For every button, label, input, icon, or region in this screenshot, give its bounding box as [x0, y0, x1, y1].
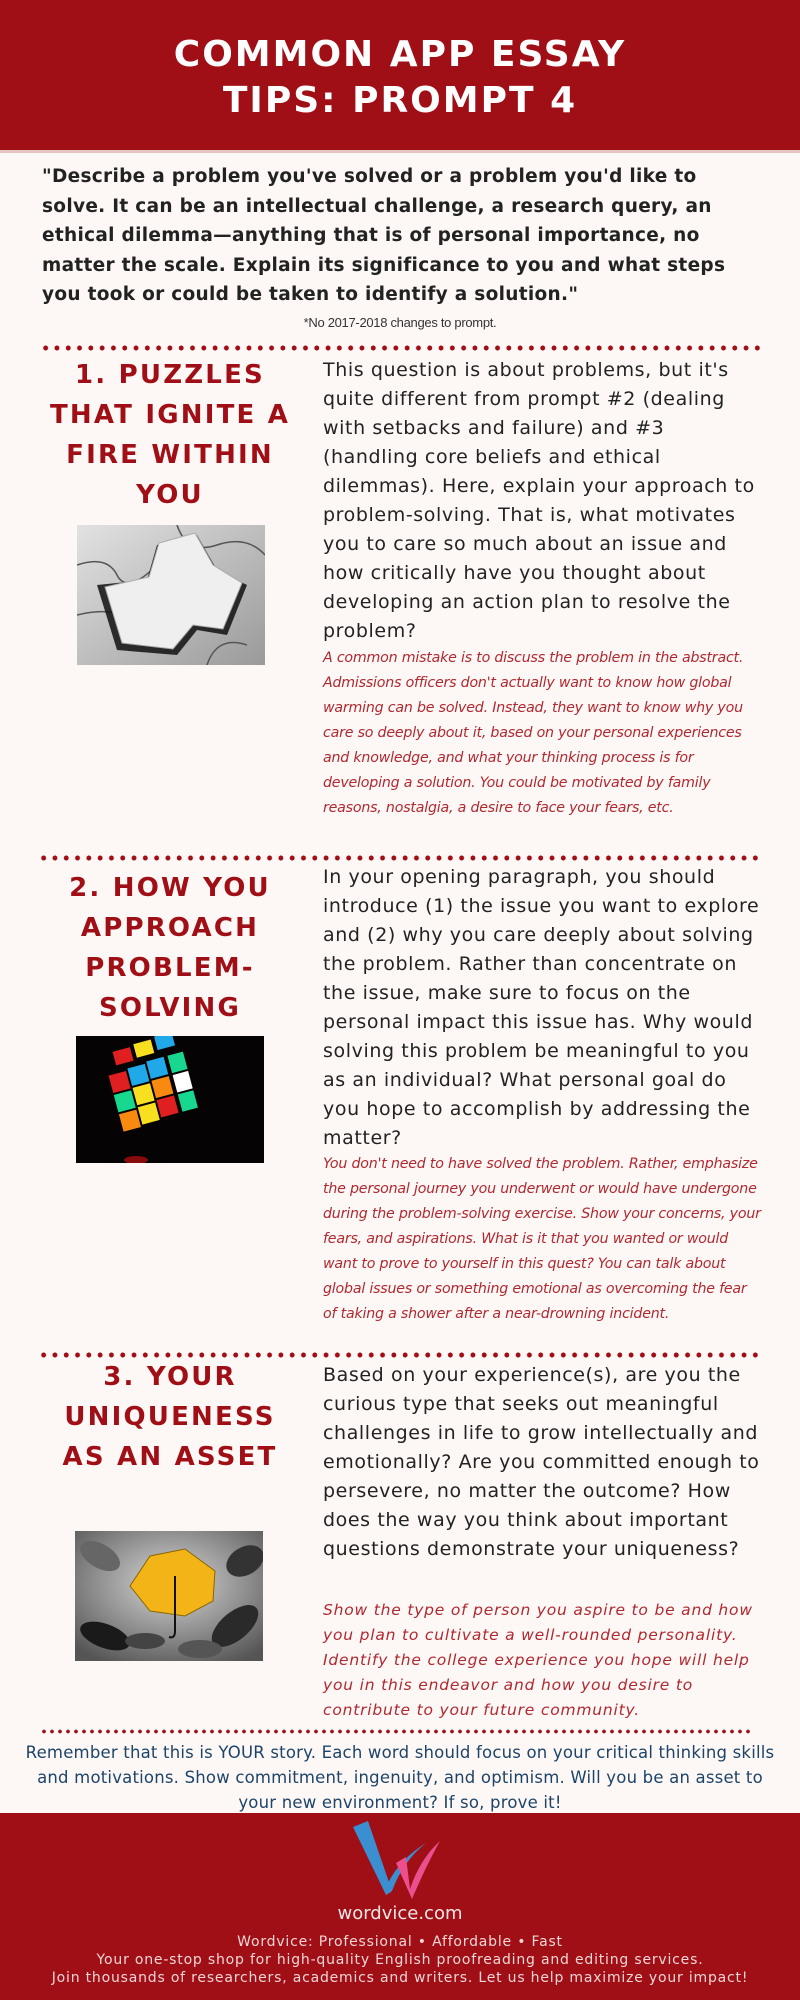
dotted-divider	[38, 855, 760, 861]
page-title-line-2: TIPS: PROMPT 4	[222, 80, 578, 121]
dotted-divider	[40, 345, 762, 351]
footer-line-3: Join thousands of researchers, academics and writers. Let us help maximize your impact!	[51, 1970, 749, 1986]
dotted-divider	[40, 1729, 752, 1734]
section-3-title: 3. YOUR UNIQUENESS AS AN ASSET	[62, 1362, 278, 1472]
yellow-umbrella-photo	[75, 1531, 263, 1661]
puzzle-piece-photo	[77, 525, 265, 665]
rubiks-cube-photo	[76, 1036, 264, 1163]
section-2-body: In your opening paragraph, you should introduce (1) the issue you want to explore and (2) why you care deeply about solving the problem. Rather than concentrate on the issue, make sure to focus on the personal impact this issue has. Why would solving this problem be meaningful to you as an individual? What personal goal do you hope to accomplish by addressing the matter?	[323, 866, 760, 1149]
footer-text	[0, 1933, 800, 1987]
prompt-note: *No 2017-2018 changes to prompt.	[303, 315, 497, 330]
section-3-body: Based on your experience(s), are you the curious type that seeks out meaningful challenges in life to grow intellectually and emotionally? Are you committed enough to persevere, no matter the outcome? How does the way you think about important questions demonstrate your uniqueness?	[323, 1364, 760, 1560]
footer-line-2: Your one-stop shop for high-quality English proofreading and editing services.	[96, 1952, 704, 1968]
section-2-title: 2. HOW YOU APPROACH PROBLEM- SOLVING	[69, 873, 271, 1023]
wordvice-site-link[interactable]: wordvice.com	[337, 1903, 463, 1924]
footer	[0, 1813, 800, 2000]
page-header	[0, 0, 800, 153]
wordvice-logo-icon	[348, 1821, 452, 1901]
section-3-tip: Show the type of person you aspire to be and how you plan to cultivate a well-rounded personality. Identify the college experience you hope will help you in this endeavor and how you desire to contribute to your future community.	[323, 1601, 753, 1719]
section-1-body: This question is about problems, but it's quite different from prompt #2 (dealing with setbacks and failure) and #3 (handling core beliefs and ethical dilemmas). Here, explain your approach to problem-solving. That is, what motivates you to care so much about an issue and how critically have you thought about developing an action plan to resolve the problem?	[323, 359, 755, 642]
closing-message: Remember that this is YOUR story. Each word should focus on your critical thinking skills and motivations. Show commitment, ingenuity, and optimism. Will you be an asset to your new environment? If so, prove it!	[25, 1743, 775, 1812]
section-2-tip: You don't need to have solved the problem. Rather, emphasize the personal journey you underwent or would have undergone during the problem-solving exercise. Show your concerns, your fears, and aspirations. What is it that you wanted or would want to prove to yourself in this quest? You can talk about global issues or something emotional as overcoming the fear of taking a shower after a near-drowning incident.	[323, 1156, 761, 1322]
section-1-tip: A common mistake is to discuss the problem in the abstract. Admissions officers don't actually want to know how global warming can be solved. Instead, they want to know why you care so deeply about it, based on your personal experiences and knowledge, and what your thinking process is for developing a solution. You could be motivated by family reasons, nostalgia, a desire to face your fears, etc.	[323, 650, 744, 816]
section-1-title: 1. PUZZLES THAT IGNITE A FIRE WITHIN YOU	[49, 360, 291, 510]
footer-tagline: Wordvice: Professional • Affordable • Fast	[237, 1934, 563, 1950]
page-title-line-1: COMMON APP ESSAY	[173, 34, 627, 75]
prompt-quote: "Describe a problem you've solved or a problem you'd like to solve. It can be an intellectual challenge, a research query, an ethical dilemma—anything that is of personal importance, no matter the scale. Explain its significance to you and what steps you took or could be taken to identify a solution."	[42, 166, 726, 305]
